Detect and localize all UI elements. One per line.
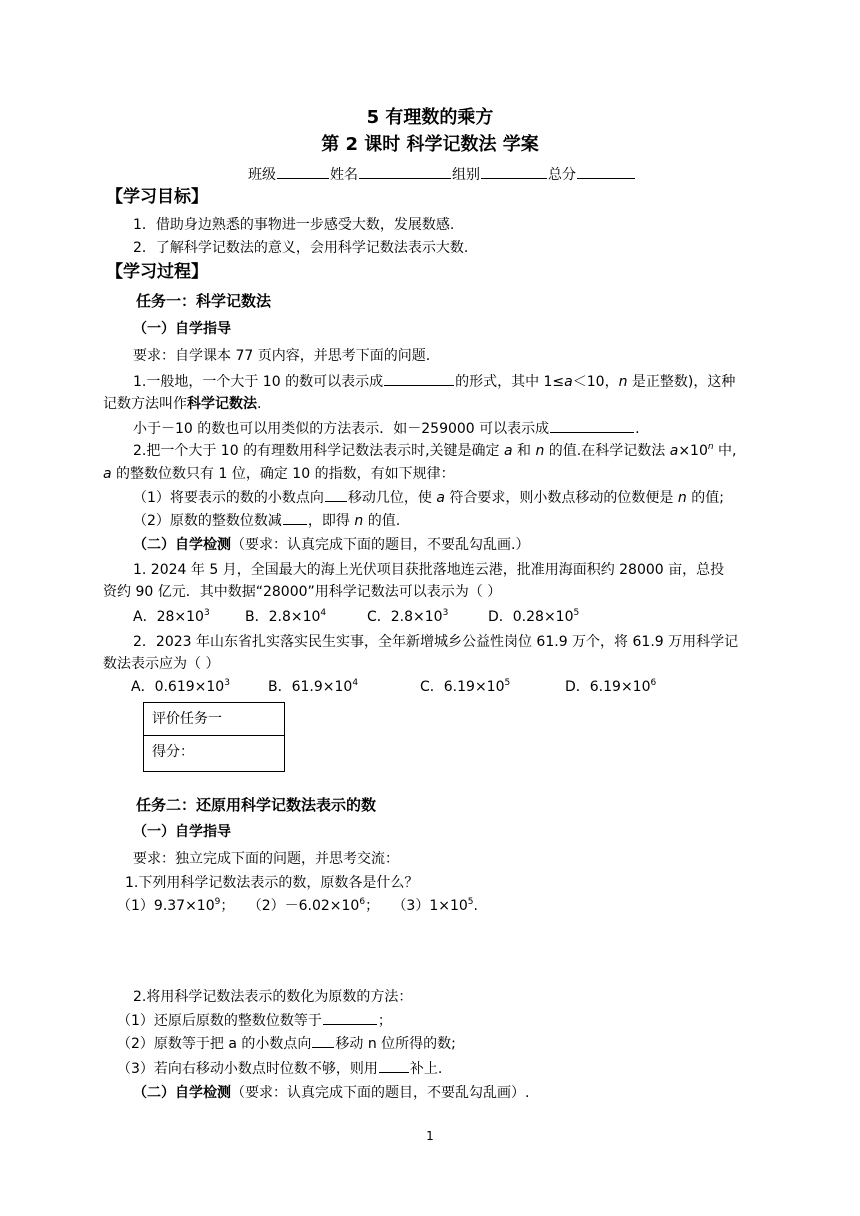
p1-option-b[interactable]: B．$2.8\times 10^4$ <box>245 608 327 625</box>
name-blank[interactable] <box>359 164 451 179</box>
student-info-line <box>248 164 636 185</box>
score-label: 总分 <box>548 167 576 183</box>
p2-option-a[interactable]: A．$0.619\times 10^3$ <box>131 678 230 695</box>
task1-question-1-line2: 记数方法叫作科学记数法. <box>103 396 262 412</box>
task2-check-heading: （二）自学检测（要求：认真完成下面的题目，不要乱勾乱画）. <box>133 1085 530 1101</box>
task2-title: 任务二：还原用科学记数法表示的数 <box>136 796 377 814</box>
task2-method-2: （2）原数等于把 a 的小数点向 移动 n 位所得的数; <box>117 1033 456 1054</box>
task1-question-1-line3: 小于－10 的数也可以用类似的方法表示．如－259000 可以表示成 . <box>133 418 640 439</box>
evaluation-row: 评价任务一 <box>144 703 284 736</box>
evaluation-table <box>143 702 285 772</box>
class-label: 班级 <box>248 167 276 183</box>
p2-option-b[interactable]: B．$61.9\times 10^4$ <box>268 678 359 695</box>
task2-guide-heading: （一）自学指导 <box>133 824 231 840</box>
name-label: 姓名 <box>330 167 358 183</box>
process-heading: 【学习过程】 <box>106 262 208 282</box>
task1-title: 任务一：科学记数法 <box>136 292 272 310</box>
answer-blank[interactable] <box>384 371 454 386</box>
answer-blank[interactable] <box>323 1010 377 1025</box>
task2-question-1: 1.下列用科学记数法表示的数，原数各是什么？ <box>125 875 419 891</box>
class-blank[interactable] <box>277 164 329 179</box>
task2-question-1-items: $(1)9.37\times 10^9$； $(2)-6.02\times 10^6$； $(3)1\times 10^5$. <box>117 897 478 914</box>
p2-option-d[interactable]: D．$6.19\times 10^6$ <box>565 678 657 695</box>
answer-blank[interactable] <box>312 1033 334 1048</box>
task1-check-heading: （二）自学检测（要求：认真完成下面的题目，不要乱勾乱画.） <box>133 537 530 553</box>
p2-option-c[interactable]: C．$6.19\times 10^5$ <box>420 678 511 695</box>
lesson-subtitle: 第 2 课时 科学记数法 学案 <box>321 134 539 155</box>
task1-guide-heading: （一）自学指导 <box>133 321 231 337</box>
score-row[interactable]: 得分： <box>152 744 194 760</box>
answer-blank[interactable] <box>325 487 347 502</box>
answer-blank[interactable] <box>550 418 634 433</box>
goal-item: 2．了解科学记数法的意义，会用科学记数法表示大数. <box>133 240 469 256</box>
lesson-title: 5 有理数的乘方 <box>366 107 494 128</box>
goals-heading: 【学习目标】 <box>106 187 208 207</box>
task1-rule-2: （2）原数的整数位数减 ，即得 n 的值. <box>133 510 400 531</box>
group-blank[interactable] <box>481 164 547 179</box>
task1-rule-1: （1）将要表示的数的小数点向 移动几位，使 a 符合要求，则小数点移动的位数便是 n 的值; <box>133 487 724 508</box>
task1-problem-1-line2: 资约 90 亿元．其中数据“28000”用科学记数法可以表示为（ ） <box>103 584 502 600</box>
task2-requirement: 要求：独立完成下面的问题，并思考交流： <box>133 851 399 867</box>
task1-problem-2: 2．2023 年山东省扎实落实民生实事，全年新增城乡公益性岗位 61.9 万个，将 61.9 万用科学记 <box>133 634 739 650</box>
task1-requirement: 要求：自学课本 77 页内容，并思考下面的问题. <box>133 348 431 364</box>
page-number: 1 <box>426 1129 434 1143</box>
answer-blank[interactable] <box>283 510 307 525</box>
task2-question-2: 2.将用科学记数法表示的数化为原数的方法： <box>133 989 413 1005</box>
task1-question-1: 1.一般地，一个大于 10 的数可以表示成 的形式，其中 1≤a＜10，n 是正整数)，这种 <box>133 371 735 392</box>
task1-question-2-line2: a 的整数位数只有 1 位，确定 10 的指数，有如下规律： <box>103 466 455 482</box>
task2-method-3: （3）若向右移动小数点时位数不够，则用 补上. <box>117 1058 442 1079</box>
task1-question-2: 2.把一个大于 10 的有理数用科学记数法表示时,关键是确定 a 和 n 的值.在科学记数法 $a\times 10^n$ 中, <box>133 442 737 459</box>
task2-method-1: （1）还原后原数的整数位数等于 ； <box>117 1010 392 1031</box>
goal-item: 1．借助身边熟悉的事物进一步感受大数，发展数感. <box>133 217 455 233</box>
answer-blank[interactable] <box>379 1058 409 1073</box>
task1-problem-1: 1. 2024 年 5 月，全国最大的海上光伏项目获批落地连云港，批准用海面积约 28000 亩，总投 <box>133 562 725 578</box>
p1-option-c[interactable]: C．$2.8\times 10^3$ <box>367 608 449 625</box>
group-label: 组别 <box>452 167 480 183</box>
p1-option-d[interactable]: D．$0.28\times 10^5$ <box>488 608 580 625</box>
p1-option-a[interactable]: A．$28\times 10^3$ <box>133 608 210 625</box>
task1-problem-2-line2: 数法表示应为（ ） <box>103 656 220 672</box>
score-blank[interactable] <box>577 164 635 179</box>
